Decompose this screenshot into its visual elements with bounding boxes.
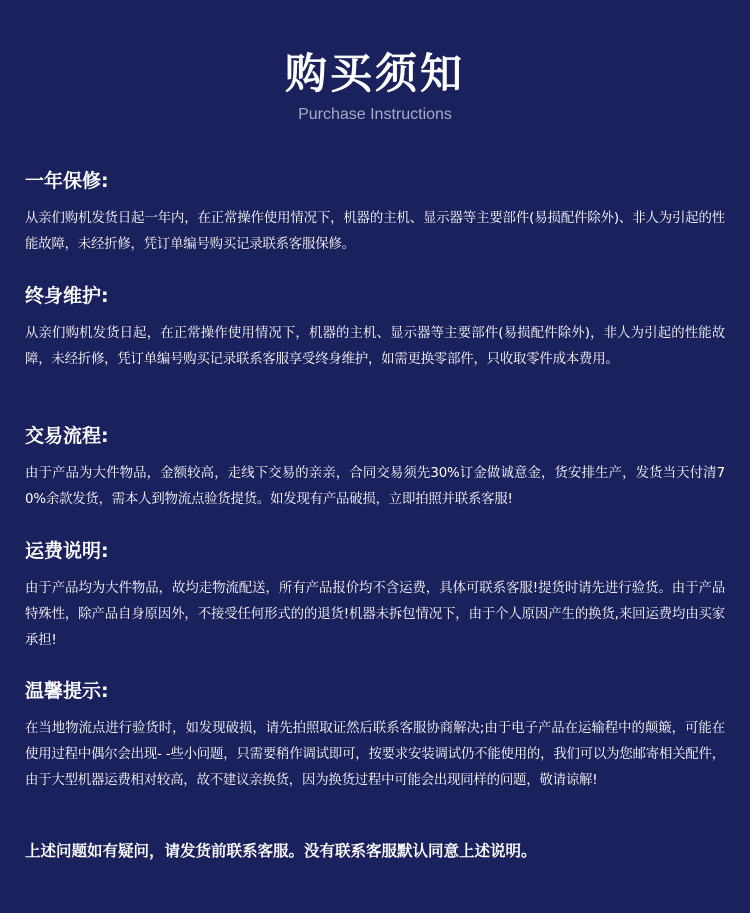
page-title: 购买须知 bbox=[284, 49, 465, 98]
section-body: 从亲们购机发货日起一年内，在正常操作使用情况下，机器的主机、显示器等主要部件(易损配件除外)、非人为引起的性能故障，未经折修，凭订单编号购买记录联系客服保修。 bbox=[25, 211, 725, 252]
closing-note: 上述问题如有疑问，请发货前联系客服。没有联系客服默认同意上述说明。 bbox=[25, 842, 537, 860]
section-body: 由于产品为大件物品，金额较高，走线下交易的亲亲，合同交易须先30%订金做诚意金，货安排生产，发货当天付清70%余款发货，需本人到物流点验货提货。如发现有产品破损，立即拍照并联系客服! bbox=[25, 466, 725, 507]
section-tips bbox=[25, 678, 725, 794]
section-heading: 一年保修: bbox=[25, 170, 109, 192]
section-warranty bbox=[25, 168, 725, 258]
section-heading: 温馨提示: bbox=[25, 680, 109, 702]
section-body: 从亲们购机发货日起，在正常操作使用情况下，机器的主机、显示器等主要部件(易损配件除外)，非人为引起的性能故障，未经折修，凭订单编号购买记录联系客服享受终身维护，如需更换零部件，只收取零件成本费用。 bbox=[25, 326, 725, 367]
section-shipping bbox=[25, 538, 725, 654]
section-lifetime-maintenance bbox=[25, 283, 725, 373]
section-transaction-process bbox=[25, 423, 725, 513]
section-heading: 终身维护: bbox=[25, 285, 109, 307]
section-body: 在当地物流点进行验货时，如发现破损，请先拍照取证然后联系客服协商解决;由于电子产品在运输程中的颠簸，可能在使用过程中偶尔会出现- -些小问题，只需要稍作调试即可，按要求安装调试仍不能使用的，我们可以为您邮寄相关配件，由于大型机器运费相对较高，故不建议亲换货，因为换货过程中可能会出现同样的问题，敬请谅解! bbox=[25, 721, 725, 788]
section-heading: 运费说明: bbox=[25, 540, 109, 562]
section-heading: 交易流程: bbox=[25, 425, 109, 447]
page-subtitle: Purchase Instructions bbox=[298, 106, 452, 123]
section-body: 由于产品均为大件物品，故均走物流配送，所有产品报价均不含运费，具体可联系客服!提货时请先进行验货。由于产品特殊性，除产品自身原因外，不接受任何形式的的退货!机器未拆包情况下，由于个人原因产生的换货,来回运费均由买家承担! bbox=[25, 581, 725, 648]
